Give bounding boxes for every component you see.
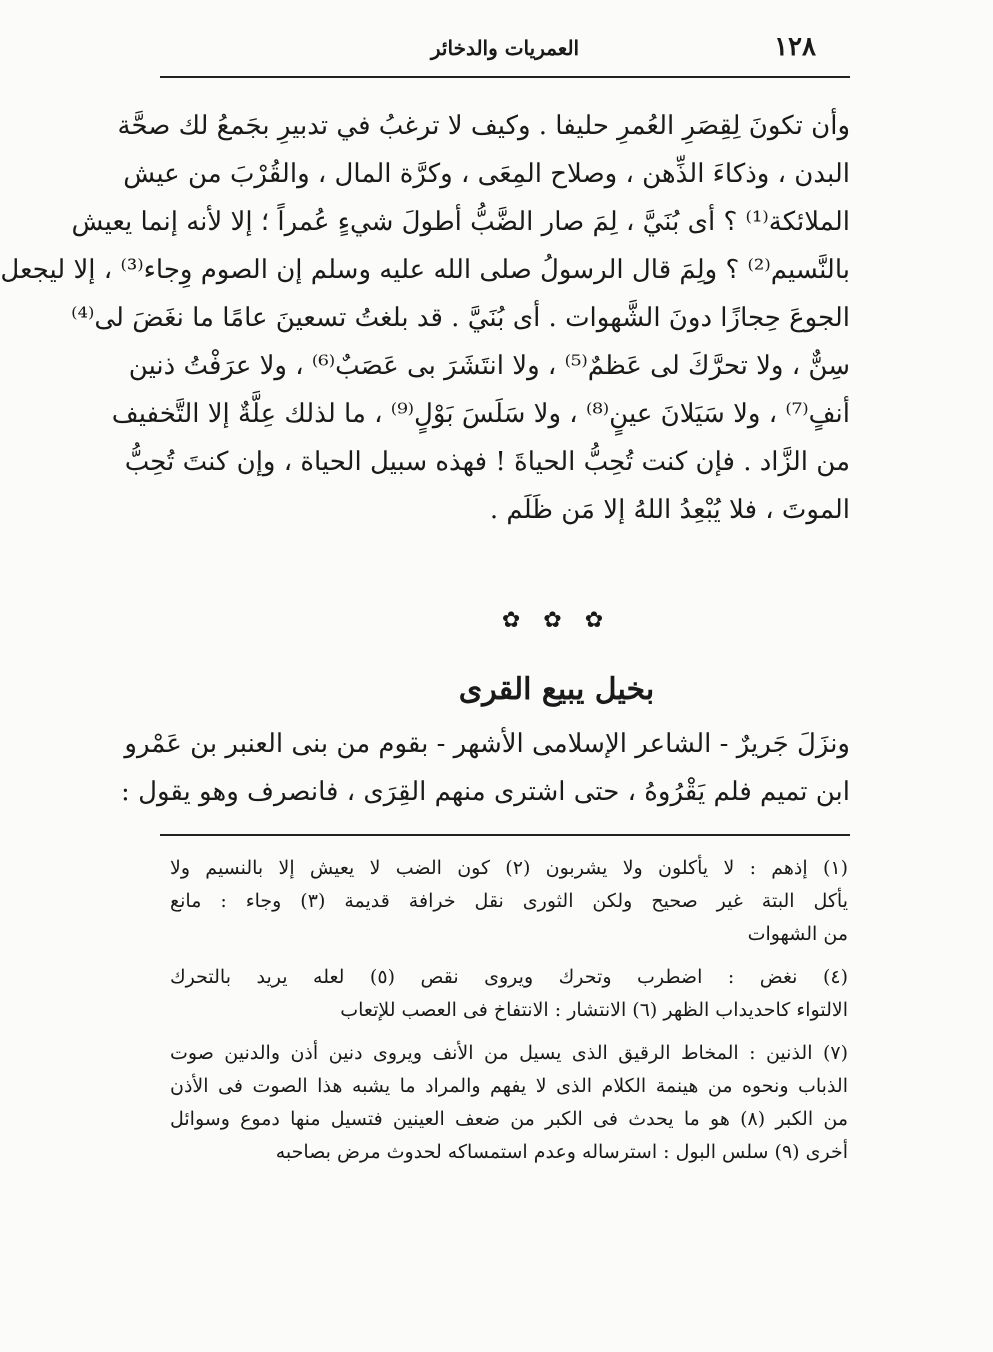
paragraph-line: الملائكة⁽¹⁾ ؟ أى بُنَيَّ ، لِمَ صار الضَّبُّ أطولَ شيءٍ عُمراً ؛ إلا لأنه إنما يعيش bbox=[71, 207, 850, 237]
page-header bbox=[160, 30, 850, 78]
paragraph-line: ونزَلَ جَريرٌ - الشاعر الإسلامى الأشهر - بقوم من بنى العنبر بن عَمْرو bbox=[124, 729, 850, 759]
paragraph-line: الجوعَ حِجازًا دونَ الشَّهوات . أى بُنَيَّ . قد بلغتُ تسعينَ عامًا ما نغَضَ لى⁽⁴⁾ bbox=[71, 303, 850, 333]
footnotes bbox=[170, 852, 848, 1169]
paragraph-line: بالنَّسيم⁽²⁾ ؟ ولِمَ قال الرسولُ صلى الله عليه وسلم إن الصوم وِجاء⁽³⁾ ، إلا ليجعل bbox=[0, 255, 850, 285]
paragraph-line: البدن ، وذكاءَ الذِّهن ، وصلاح المِعَى ، وكرَّة المال ، والقُرْبَ من عيش bbox=[123, 159, 850, 189]
footnote-divider bbox=[160, 834, 850, 836]
running-title: العمريات والدخائر bbox=[430, 36, 580, 60]
footnote-line: يأكل البتة غير صحيح ولكن الثورى نقل خرافة قديمة (٣) وجاء : مانع bbox=[170, 890, 848, 912]
footnote-line: (٧) الذنين : المخاط الرقيق الذى يسيل من الأنف ويروى دنين أذن والدنين صوت bbox=[170, 1042, 848, 1064]
footnote-group bbox=[170, 852, 848, 951]
paragraph-line: ابن تميم فلم يَقْرُوهُ ، حتى اشترى منهم القِرَى ، فانصرف وهو يقول : bbox=[121, 777, 850, 807]
section-title: بخيل يبيع القرى bbox=[458, 672, 655, 707]
paragraph-line: الموتَ ، فلا يُبْعِدُ اللهُ إلا مَن ظَلَم . bbox=[489, 495, 850, 525]
footnote-group bbox=[170, 961, 848, 1027]
footnote-line: الذباب ونحوه من هينمة الكلام الذى لا يفهم والمراد ما يشبه هذا الصوت فى الأذن bbox=[170, 1075, 848, 1097]
footnote-line: (٤) نغض : اضطرب وتحرك ويروى نقص (٥) لعله يريد بالتحرك bbox=[170, 966, 848, 988]
section-paragraph bbox=[121, 720, 850, 816]
footnote-line: من الشهوات bbox=[747, 923, 848, 945]
footnote-line: (١) إذهم : لا يأكلون ولا يشربون (٢) كون الضب لا يعيش إلا بالنسيم ولا bbox=[170, 857, 848, 879]
paragraph-line: من الزَّاد . فإن كنت تُحِبُّ الحياةَ ! فهذه سبيل الحياة ، وإن كنتَ تُحِبُّ bbox=[124, 447, 850, 477]
footnote-group bbox=[170, 1037, 848, 1169]
paragraph-line: وأن تكونَ لِقِصَرِ العُمرِ حليفا . وكيف لا ترغبُ في تدبيرِ بجَمعُ لك صحَّة bbox=[117, 111, 850, 141]
paragraph-line: سِنٌّ ، ولا تحرَّكَ لى عَظمٌ⁽⁵⁾ ، ولا انتَشَرَ بى عَصَبٌ⁽⁶⁾ ، ولا عرَفْتُ ذنين bbox=[128, 351, 850, 381]
section-separator: ✿ ✿ ✿ bbox=[501, 608, 612, 633]
footnote-line: أخرى (٩) سلس البول : استرساله وعدم استمساكه لحدوث مرض بصاحبه bbox=[275, 1141, 848, 1163]
page-number: ١٢٨ bbox=[774, 32, 816, 62]
footnote-line: الالتواء كاحديداب الظهر (٦) الانتشار : الانتفاخ فى العصب للإتعاب bbox=[340, 999, 848, 1021]
paragraph-line: أنفٍ⁽⁷⁾ ، ولا سَيَلانَ عينٍ⁽⁸⁾ ، ولا سَلَسَ بَوْلٍ⁽⁹⁾ ، ما لذلك عِلَّةٌ إلا التَّخفيف bbox=[111, 399, 850, 429]
footnote-line: من الكبر (٨) هو ما يحدث فى الكبر من ضعف العينين فتسيل منها دموع وسوائل bbox=[170, 1108, 848, 1130]
main-paragraph bbox=[0, 102, 850, 534]
